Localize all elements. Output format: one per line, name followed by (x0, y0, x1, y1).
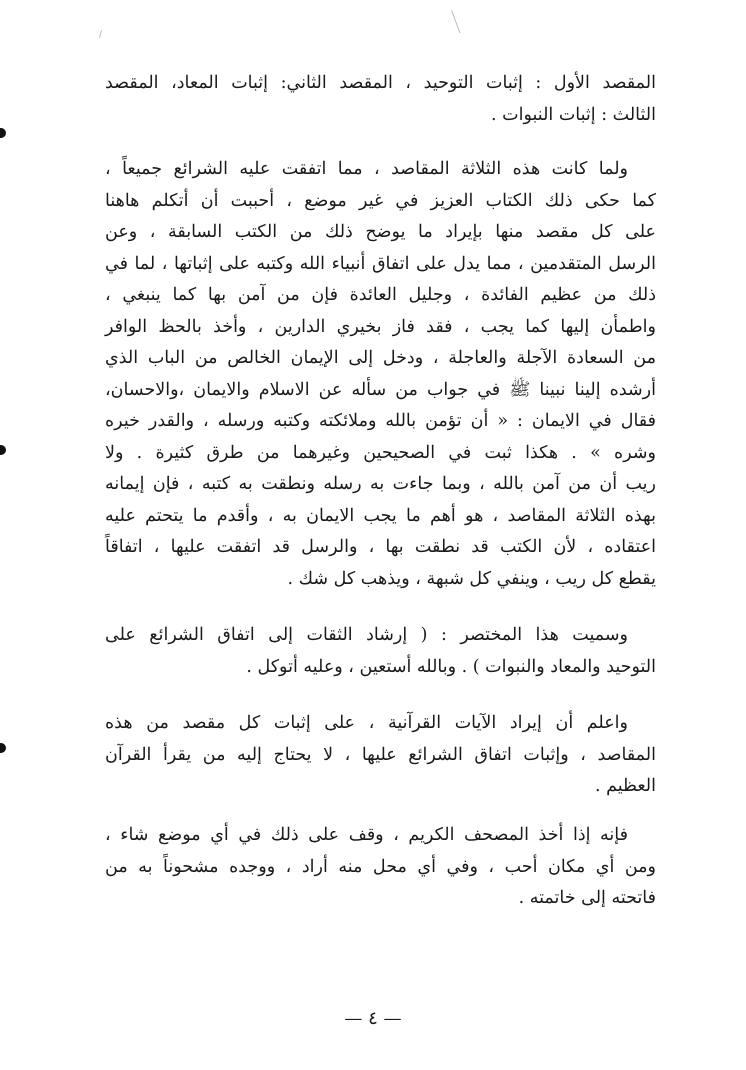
text-line: وسميت هذا المختصر : ( إرشاد الثقات إلى اتفاق الشرائع على (105, 625, 628, 645)
text-line: ريب أن من آمن بالله ، وبما جاءت به رسله ونطقت به كتبه ، فإن إيمانه (105, 474, 656, 494)
text-line: فقال في الايمان : « أن تؤمن بالله وملائكته وكتبه ورسله ، والقدر خيره (105, 411, 656, 431)
text-line: بهذه الثلاثة المقاصد ، هو أهم ما يجب الايمان به ، وأقدم ما يتحتم عليه (105, 505, 656, 526)
text-line: فإنه إذا أخذ المصحف الكريم ، وقف على ذلك في أي موضع شاء ، (105, 825, 628, 845)
text-line: واعلم أن إيراد الآيات القرآنية ، على إثبات كل مقصد من هذه (105, 713, 628, 733)
scan-artifact (451, 7, 470, 33)
text-line: وشره » . هكذا ثبت في الصحيحين وغيرهما من طرق كثيرة . ولا (105, 442, 656, 463)
text-line: على كل مقصد منها بإيراد ما يوضح ذلك من الكتب السابقة ، وعن (105, 222, 656, 242)
text-line: المقصد الأول : إثبات التوحيد ، المقصد الثاني: إثبات المعاد، المقصد (105, 73, 656, 93)
paragraph-3 (0, 620, 746, 683)
text-line: التوحيد والمعاد والنبوات ) . وبالله أستعين ، وعليه أتوكل . (246, 656, 656, 677)
text-line: ومن أي مكان أحب ، وفي أي محل منه أراد ، ووجده مشحوناً به من (105, 856, 656, 877)
text-line: كما حكى ذلك الكتاب العزيز في غير موضع ، أحببت أن أتكلم هاهنا (105, 190, 656, 211)
paragraph-2 (0, 154, 746, 595)
text-line: ولما كانت هذه الثلاثة المقاصد ، مما اتفقت عليه الشرائع جميعاً ، (105, 159, 628, 179)
text-line: الرسل المتقدمين ، مما يدل على اتفاق أنبياء الله وكتبه على إثباتها ، لما في (105, 253, 656, 274)
text-line: العظيم . (594, 776, 656, 796)
text-line: اعتقاده ، لأن الكتب قد نطقت بها ، والرسل قد اتفقت عليها ، اتفاقاً (105, 537, 656, 557)
paragraph-5 (0, 820, 746, 915)
text-line: ذلك من عظيم الفائدة ، وجليل العائدة فإن من آمن بها كما ينبغي ، (105, 285, 656, 305)
scan-artifact (99, 30, 102, 38)
paragraph-1 (0, 68, 746, 131)
text-line: المقاصد ، وإثبات اتفاق الشرائع عليها ، لا يحتاج إليه من يقرأ القرآن (105, 744, 656, 765)
paragraph-4 (0, 708, 746, 803)
text-line: الثالث : إثبات النبوات . (491, 104, 656, 125)
text-line: فاتحته إلى خاتمته . (518, 888, 656, 908)
text-line: يقطع كل ريب ، وينفي كل شبهة ، ويذهب كل شك . (287, 568, 656, 589)
text-line: واطمأن إليها كما يجب ، فقد فاز بخيري الدارين ، وأخذ بالحظ الوافر (105, 316, 656, 337)
text-line: من السعادة الآجلة والعاجلة ، ودخل إلى الإيمان الخالص من الباب الذي (105, 348, 656, 368)
page-number: — ٤ — (344, 1008, 402, 1029)
text-line: أرشده إلينا نبينا ﷺ في جواب من سأله عن الاسلام والايمان ،والاحسان، (105, 379, 656, 400)
